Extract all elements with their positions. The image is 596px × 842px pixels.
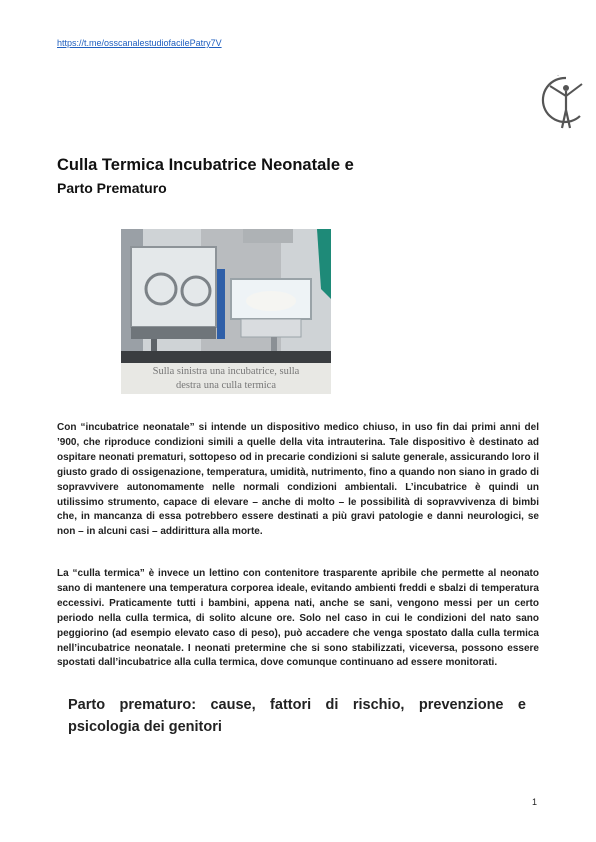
document-title-line1: Culla Termica Incubatrice Neonatale e bbox=[57, 156, 354, 174]
page-number: 1 bbox=[532, 797, 538, 807]
telegram-link[interactable]: https://t.me/osscanalestudiofacilePatry7V bbox=[57, 38, 222, 48]
svg-text:~: ~ bbox=[557, 73, 560, 78]
figure-caption bbox=[121, 363, 331, 394]
figure-caption-line1: Sulla sinistra una incubatrice, sulla bbox=[152, 366, 300, 377]
figure-caption-line2: destra una culla termica bbox=[176, 380, 276, 391]
section-heading-premature-birth: Parto prematuro: cause, fattori di rischio, prevenzione e psicologia dei genitori bbox=[68, 697, 526, 735]
paragraph-incubator: Con “incubatrice neonatale” si intende un dispositivo medico chiuso, in uso fin dai primi anni del ’900, che riproduce condizioni simili a quelle della vita intrauterina. Tale dispositivo è destinato ad ospitare neonati prematuri, sottopeso od in precarie condizioni si salute generale, assicurando loro il giusto grado di ossigenazione, temperatura, umidità, nutrimento, fino a quando non siano in grado di sopravvivere autonomamente nelle normali condizioni ambientali. L’incubatrice è quindi un utilissimo strumento, capace di elevare – anche di molto – le possibilità di sopravvivenza di bimbi che, in mancanza di essa potrebbero essere destinati a più gravi patologie e danni neurologici, se non – in alcuni casi – addirittura alla morte. bbox=[57, 422, 539, 538]
document-title-line2: Parto Prematuro bbox=[57, 180, 167, 196]
paragraph-thermal-cradle: La “culla termica” è invece un lettino con contenitore trasparente apribile che permette al neonato sano di mantenere una temperatura corporea ideale, evitando ambienti freddi e sbalzi di temperatura eccessivi. Praticamente tutti i bambini, appena nati, anche se sani, vengono messi per un certo periodo nella culla termica, di solito alcune ore. Solo nel caso in cui le condizioni del nato sano peggiorino (ad esempio elevato caso di peso), può accadere che venga spostato dalla culla termica nell’incubatrice neonatale. I neonati pretermine che si sono stabilizzati, viceversa, possono essere spostati dall’incubatrice alla culla termica, dove comunque continuano ad essere monitorati. bbox=[57, 568, 539, 669]
incubator-photo bbox=[121, 229, 331, 363]
figure-in-circle-logo-icon bbox=[536, 70, 584, 134]
incubator-figure bbox=[121, 229, 331, 394]
